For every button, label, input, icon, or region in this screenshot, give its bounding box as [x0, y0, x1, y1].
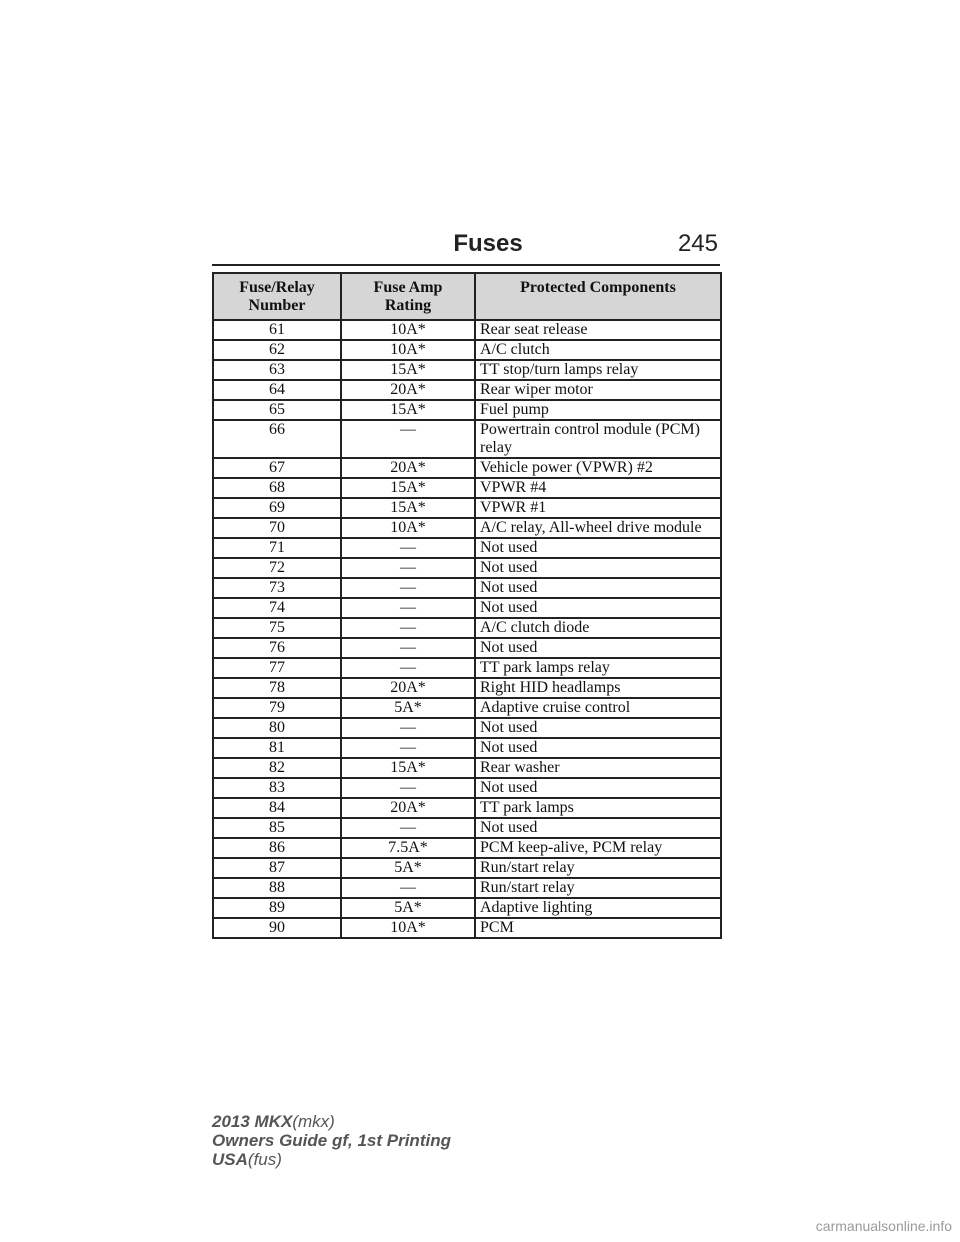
- fuse-components-cell: A/C relay, All-wheel drive module: [475, 518, 721, 538]
- fuse-number-cell: 66: [213, 420, 341, 458]
- table-row: [213, 778, 721, 798]
- table-row: [213, 758, 721, 778]
- fuse-components-cell: Not used: [475, 578, 721, 598]
- fuse-number-cell: 63: [213, 360, 341, 380]
- table-header-row: [213, 273, 721, 320]
- table-row: [213, 878, 721, 898]
- fuse-amp-cell: 10A*: [341, 320, 475, 340]
- fuse-components-cell: PCM: [475, 918, 721, 938]
- fuse-amp-cell: 20A*: [341, 678, 475, 698]
- column-header-number-text: Fuse/Relay Number: [239, 279, 315, 314]
- table-row: [213, 858, 721, 878]
- table-row: [213, 898, 721, 918]
- fuse-components-cell: Adaptive lighting: [475, 898, 721, 918]
- fuse-components-cell: Not used: [475, 818, 721, 838]
- fuse-table-body: [213, 320, 721, 938]
- fuse-components-cell: Not used: [475, 598, 721, 618]
- fuse-components-cell: A/C clutch: [475, 340, 721, 360]
- fuse-components-cell: PCM keep-alive, PCM relay: [475, 838, 721, 858]
- fuse-number-cell: 82: [213, 758, 341, 778]
- table-row: [213, 578, 721, 598]
- fuse-amp-cell: 15A*: [341, 360, 475, 380]
- fuse-amp-cell: —: [341, 878, 475, 898]
- fuse-number-cell: 67: [213, 458, 341, 478]
- table-row: [213, 320, 721, 340]
- fuse-amp-cell: 10A*: [341, 340, 475, 360]
- table-row: [213, 340, 721, 360]
- table-row: [213, 618, 721, 638]
- table-row: [213, 478, 721, 498]
- table-row: [213, 518, 721, 538]
- section-title: Fuses: [453, 230, 523, 257]
- fuse-number-cell: 90: [213, 918, 341, 938]
- fuse-number-cell: 86: [213, 838, 341, 858]
- fuse-components-cell: Not used: [475, 558, 721, 578]
- fuse-number-cell: 68: [213, 478, 341, 498]
- footer-market-code: (fus): [247, 1150, 282, 1169]
- column-header-amp: [341, 273, 475, 320]
- fuse-number-cell: 89: [213, 898, 341, 918]
- table-row: [213, 360, 721, 380]
- table-row: [213, 838, 721, 858]
- column-header-number: [213, 273, 341, 320]
- fuse-amp-cell: —: [341, 538, 475, 558]
- fuse-number-cell: 71: [213, 538, 341, 558]
- fuse-components-cell: TT park lamps: [475, 798, 721, 818]
- fuse-number-cell: 73: [213, 578, 341, 598]
- fuse-amp-cell: 15A*: [341, 498, 475, 518]
- fuse-number-cell: 62: [213, 340, 341, 360]
- fuse-number-cell: 88: [213, 878, 341, 898]
- fuse-components-cell: Not used: [475, 638, 721, 658]
- fuse-components-cell: Powertrain control module (PCM) relay: [475, 420, 721, 458]
- fuse-number-cell: 76: [213, 638, 341, 658]
- table-row: [213, 420, 721, 458]
- fuse-amp-cell: 20A*: [341, 458, 475, 478]
- footer-line-2: [212, 1131, 451, 1150]
- fuse-amp-cell: —: [341, 778, 475, 798]
- fuse-number-cell: 79: [213, 698, 341, 718]
- fuse-components-cell: Vehicle power (VPWR) #2: [475, 458, 721, 478]
- fuse-amp-cell: 20A*: [341, 798, 475, 818]
- fuse-number-cell: 70: [213, 518, 341, 538]
- fuse-amp-cell: 7.5A*: [341, 838, 475, 858]
- fuse-amp-cell: 10A*: [341, 918, 475, 938]
- fuse-amp-cell: —: [341, 818, 475, 838]
- fuse-amp-cell: —: [341, 618, 475, 638]
- fuse-components-cell: Not used: [475, 778, 721, 798]
- footer-guide: Owners Guide gf, 1st Printing: [212, 1131, 451, 1150]
- table-row: [213, 818, 721, 838]
- column-header-amp-text: Fuse Amp Rating: [373, 279, 443, 314]
- fuse-components-cell: Rear wiper motor: [475, 380, 721, 400]
- fuse-components-cell: Run/start relay: [475, 878, 721, 898]
- table-row: [213, 498, 721, 518]
- fuse-number-cell: 72: [213, 558, 341, 578]
- table-row: [213, 400, 721, 420]
- fuse-components-cell: Run/start relay: [475, 858, 721, 878]
- fuse-number-cell: 78: [213, 678, 341, 698]
- footer-model: 2013 MKX: [212, 1112, 293, 1131]
- fuse-components-cell: VPWR #4: [475, 478, 721, 498]
- table-row: [213, 718, 721, 738]
- footer-line-3: [212, 1150, 451, 1169]
- fuse-components-cell: Rear seat release: [475, 320, 721, 340]
- fuse-components-cell: A/C clutch diode: [475, 618, 721, 638]
- footer-market: USA: [212, 1150, 248, 1169]
- table-row: [213, 918, 721, 938]
- fuse-components-cell: Rear washer: [475, 758, 721, 778]
- fuse-components-cell: TT stop/turn lamps relay: [475, 360, 721, 380]
- fuse-amp-cell: 5A*: [341, 858, 475, 878]
- fuse-components-cell: VPWR #1: [475, 498, 721, 518]
- column-header-components: [475, 273, 721, 320]
- fuse-components-cell: Right HID headlamps: [475, 678, 721, 698]
- fuse-number-cell: 80: [213, 718, 341, 738]
- table-row: [213, 638, 721, 658]
- fuse-amp-cell: —: [341, 578, 475, 598]
- fuse-components-cell: Not used: [475, 538, 721, 558]
- fuse-number-cell: 87: [213, 858, 341, 878]
- footer-line-1: [212, 1112, 451, 1131]
- table-row: [213, 678, 721, 698]
- fuse-amp-cell: 15A*: [341, 758, 475, 778]
- fuse-components-cell: Not used: [475, 738, 721, 758]
- footer-model-code: (mkx): [292, 1112, 335, 1131]
- fuse-components-cell: Adaptive cruise control: [475, 698, 721, 718]
- fuse-number-cell: 77: [213, 658, 341, 678]
- fuse-number-cell: 74: [213, 598, 341, 618]
- fuse-components-cell: Not used: [475, 718, 721, 738]
- column-header-components-text: Protected Components: [520, 279, 676, 296]
- table-row: [213, 798, 721, 818]
- fuse-number-cell: 75: [213, 618, 341, 638]
- fuse-components-cell: TT park lamps relay: [475, 658, 721, 678]
- fuse-number-cell: 83: [213, 778, 341, 798]
- table-row: [213, 598, 721, 618]
- fuse-amp-cell: 15A*: [341, 478, 475, 498]
- fuse-table: [212, 272, 722, 939]
- fuse-amp-cell: 20A*: [341, 380, 475, 400]
- fuse-amp-cell: —: [341, 738, 475, 758]
- fuse-number-cell: 84: [213, 798, 341, 818]
- page-number: 245: [677, 230, 718, 257]
- fuse-amp-cell: —: [341, 658, 475, 678]
- table-row: [213, 698, 721, 718]
- table-row: [213, 658, 721, 678]
- table-row: [213, 538, 721, 558]
- watermark: carmanualsonline.info: [815, 1218, 952, 1234]
- fuse-amp-cell: 5A*: [341, 898, 475, 918]
- table-row: [213, 558, 721, 578]
- fuse-number-cell: 85: [213, 818, 341, 838]
- fuse-amp-cell: —: [341, 638, 475, 658]
- fuse-amp-cell: —: [341, 420, 475, 458]
- fuse-amp-cell: —: [341, 558, 475, 578]
- fuse-number-cell: 65: [213, 400, 341, 420]
- fuse-number-cell: 64: [213, 380, 341, 400]
- document-footer: [212, 1112, 451, 1169]
- fuse-amp-cell: 10A*: [341, 518, 475, 538]
- fuse-components-cell: Fuel pump: [475, 400, 721, 420]
- table-row: [213, 738, 721, 758]
- fuse-amp-cell: 5A*: [341, 698, 475, 718]
- table-row: [213, 380, 721, 400]
- fuse-amp-cell: 15A*: [341, 400, 475, 420]
- fuse-number-cell: 69: [213, 498, 341, 518]
- fuse-number-cell: 81: [213, 738, 341, 758]
- fuse-amp-cell: —: [341, 598, 475, 618]
- fuse-amp-cell: —: [341, 718, 475, 738]
- table-row: [213, 458, 721, 478]
- page-header: [212, 226, 720, 266]
- fuse-number-cell: 61: [213, 320, 341, 340]
